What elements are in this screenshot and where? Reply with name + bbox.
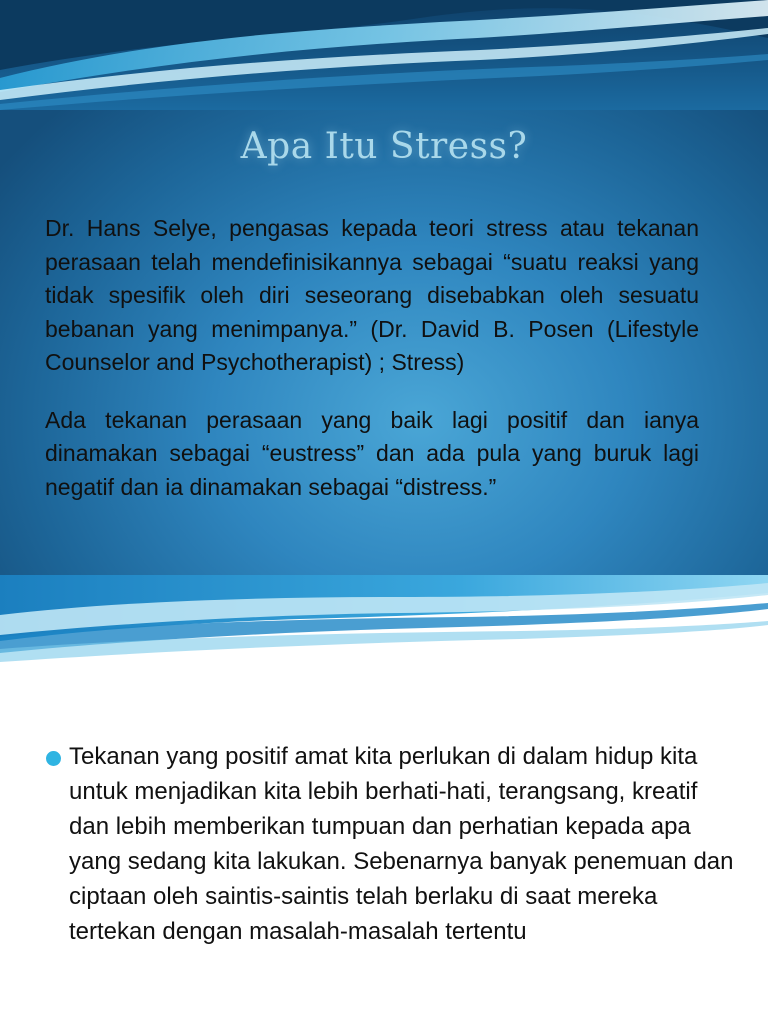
bullet-dot-icon bbox=[46, 751, 61, 766]
top-wave-decoration bbox=[0, 0, 768, 110]
slide-title: Apa Itu Stress? bbox=[240, 126, 528, 167]
slide-body bbox=[45, 212, 699, 538]
bottom-wave-decoration bbox=[0, 575, 768, 662]
bullet-text: Tekanan yang positif amat kita perlukan di dalam hidup kita untuk menjadikan kita lebih berhati-hati, terangsang, kreatif dan lebih memberikan tumpuan dan perhatian kepada apa yang sedang kita lakukan. Sebenarnya banyak penemuan dan ciptaan oleh saintis-saintis telah berlaku di saat mereka tertekan dengan masalah-masalah tertentu bbox=[69, 743, 734, 945]
eustress-distress-paragraph: Ada tekanan perasaan yang baik lagi positif dan ianya dinamakan sebagai “eustress” dan ada pula yang buruk lagi negatif dan ia dinamakan sebagai “distress.” bbox=[45, 406, 699, 500]
bullet-list-item bbox=[46, 739, 736, 949]
definition-paragraph: Dr. Hans Selye, pengasas kepada teori stress atau tekanan perasaan telah mendefinisikannya sebagai “suatu reaksi yang tidak spesifik oleh diri seseorang disebabkan oleh sesuatu bebanan yang menimpanya.” (Dr. David B. Posen (Lifestyle Counselor and Psychotherapist) ; Stress) bbox=[45, 215, 699, 375]
slide-positive-stress bbox=[0, 662, 768, 1024]
